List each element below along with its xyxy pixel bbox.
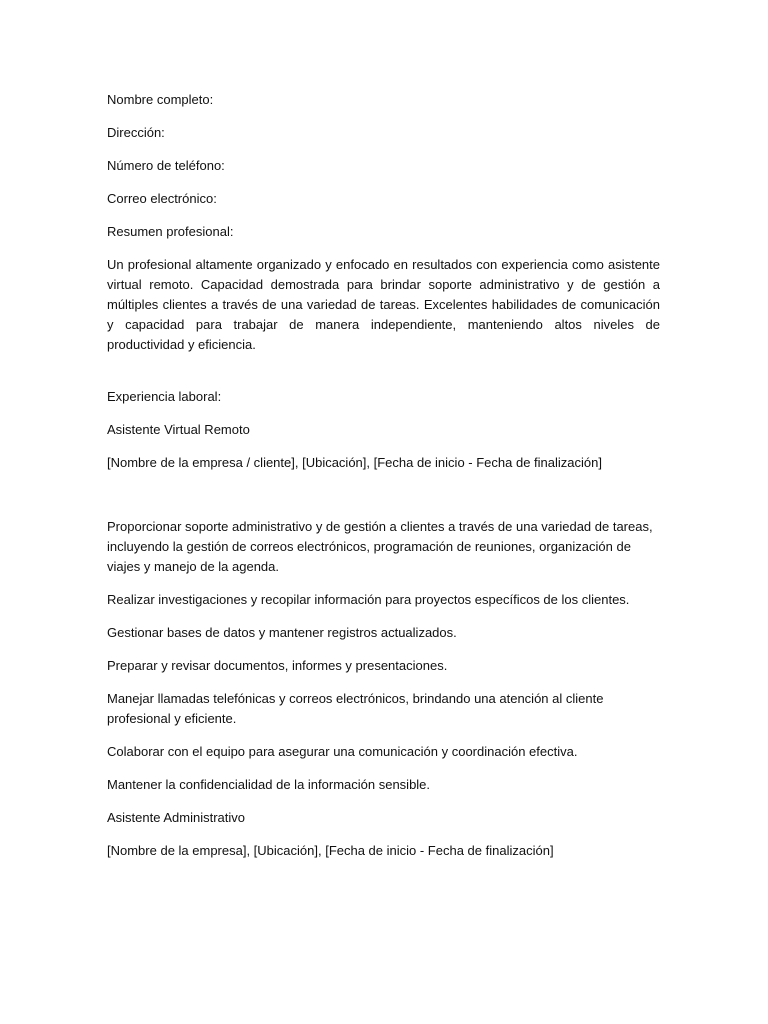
document-page [107, 90, 660, 874]
job1-title: Asistente Virtual Remoto [107, 422, 250, 437]
job2-title: Asistente Administrativo [107, 810, 246, 825]
full-name-label: Nombre completo: [107, 92, 214, 107]
job1-duty: Preparar y revisar documentos, informes y presentaciones. [107, 658, 448, 673]
experience-heading: Experiencia laboral: [107, 389, 222, 404]
address-label: Dirección: [107, 125, 165, 140]
job1-duty: Proporcionar soporte administrativo y de gestión a clientes a través de una variedad de tareas, incluyendo la gestión de correos electrónicos, programación de reuniones, organización de viajes y manejo de la agenda. [107, 519, 653, 574]
phone-label: Número de teléfono: [107, 158, 225, 173]
job1-details: [Nombre de la empresa / cliente], [Ubicación], [Fecha de inicio - Fecha de finalización] [107, 455, 602, 470]
summary-heading: Resumen profesional: [107, 224, 234, 239]
email-label: Correo electrónico: [107, 191, 217, 206]
job1-duty: Mantener la confidencialidad de la información sensible. [107, 777, 431, 792]
job1-duty: Colaborar con el equipo para asegurar una comunicación y coordinación efectiva. [107, 744, 578, 759]
job1-duty: Gestionar bases de datos y mantener registros actualizados. [107, 625, 457, 640]
job1-duty: Manejar llamadas telefónicas y correos electrónicos, brindando una atención al cliente profesional y eficiente. [107, 691, 604, 726]
job1-duty: Realizar investigaciones y recopilar información para proyectos específicos de los clientes. [107, 592, 630, 607]
job2-details: [Nombre de la empresa], [Ubicación], [Fecha de inicio - Fecha de finalización] [107, 843, 554, 858]
summary-text: Un profesional altamente organizado y enfocado en resultados con experiencia como asistente virtual remoto. Capacidad demostrada para brindar soporte administrativo y de gestión a múltiples clientes a través de una variedad de tareas. Excelentes habilidades de comunicación y capacidad para trabajar de manera independiente, manteniendo altos niveles de productividad y eficiencia. [107, 257, 660, 352]
